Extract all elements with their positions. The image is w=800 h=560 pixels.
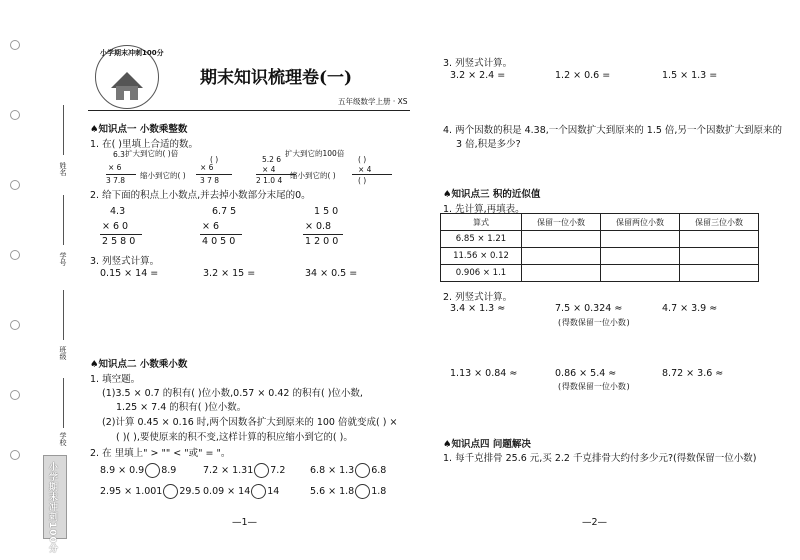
col3-rule	[303, 234, 343, 235]
kp3-q1: 1. 先计算,再填表。	[443, 204, 525, 215]
kp3-calc-2: 7.5 × 0.324 ≈	[555, 303, 623, 314]
col2-b: × 6	[202, 221, 220, 232]
frac1-arrow-bottom: 缩小到它的( )	[140, 171, 186, 180]
kp1-calc-1: 0.15 × 14 =	[100, 268, 159, 279]
frac1-bottom: 3 7.8	[106, 176, 126, 185]
kp3-calc-1: 3.4 × 1.3 ≈	[450, 303, 506, 314]
table-header: 算式	[441, 214, 522, 231]
col1-c: 2 5 8 0	[102, 236, 136, 247]
right-calc-3: 1.5 × 1.3 =	[662, 70, 718, 81]
frac2-top: 5.2 6	[262, 155, 282, 164]
compare-item: 5.6 × 1.8 1.8	[310, 486, 387, 497]
right-q4-line2: 3 倍,积是多少?	[456, 139, 521, 150]
kp1-q1: 1. 在( )里填上合适的数。	[90, 139, 199, 150]
kp1-calc-2: 3.2 × 15 =	[203, 268, 256, 279]
answer-circle[interactable]	[145, 463, 160, 478]
compare-item: 7.2 × 1.31 7.2	[203, 465, 286, 476]
kp3-note-2: (得数保留一位小数)	[557, 382, 631, 391]
id-label: 学号	[59, 252, 67, 266]
frac2-arrow-bottom: 缩小到它的( )	[290, 171, 336, 180]
col3-b: × 0.8	[305, 221, 332, 232]
kp1-q3: 3. 列竖式计算。	[90, 256, 160, 267]
frac2-right-top: ( )	[358, 155, 367, 164]
answer-cell[interactable]	[601, 265, 680, 282]
kp2-q1c: (2)计算 0.45 × 0.16 时,两个因数各扩大到原来的 100 倍就变成( ) ×	[102, 417, 398, 428]
frac2-mul: × 4	[262, 165, 276, 174]
answer-circle[interactable]	[254, 463, 269, 478]
right-calc-1: 3.2 × 2.4 =	[450, 70, 506, 81]
col3-a: 1 5 0	[314, 206, 339, 217]
answer-circle[interactable]	[163, 484, 178, 499]
approx-table	[440, 213, 759, 282]
frac1-right-top: ( )	[210, 155, 219, 164]
compare-item: 2.95 × 1.001 29.5	[100, 486, 201, 497]
answer-cell[interactable]	[680, 231, 759, 248]
frac2-rule-right	[352, 174, 392, 175]
table-header: 保留两位小数	[601, 214, 680, 231]
col2-rule	[200, 234, 242, 235]
frac1-right-mul: × 6	[200, 163, 214, 172]
kp3-calc-5: 0.86 × 5.4 ≈	[555, 368, 617, 379]
kp3-calc-6: 8.72 × 3.6 ≈	[662, 368, 724, 379]
col1-rule	[100, 234, 142, 235]
table-cell: 6.85 × 1.21	[441, 231, 522, 248]
answer-cell[interactable]	[680, 265, 759, 282]
header-rule	[88, 110, 410, 111]
frac1-top: 6.3	[113, 150, 125, 159]
frac1-arrow-top: 扩大到它的( )倍	[125, 149, 179, 158]
kp3-note-1: (得数保留一位小数)	[557, 318, 631, 327]
school-line	[63, 378, 64, 428]
col1-a: 4.3	[110, 206, 126, 217]
frac1-rule	[106, 174, 136, 175]
frac2-right-bottom: ( )	[358, 176, 367, 185]
page-number-1: —1—	[232, 517, 258, 528]
table-row	[441, 231, 759, 248]
answer-cell[interactable]	[601, 231, 680, 248]
answer-cell[interactable]	[522, 265, 601, 282]
frac2-arrow-top: 扩大到它的100倍	[285, 149, 345, 158]
col1-b: × 6 0	[102, 221, 129, 232]
table-header: 保留三位小数	[680, 214, 759, 231]
name-line	[63, 105, 64, 155]
kp1-q2: 2. 给下面的积点上小数点,并去掉小数部分末尾的0。	[90, 190, 311, 201]
kp2-q1b: 1.25 × 7.4 的积有( )位小数。	[116, 402, 247, 413]
kp3-title: ♠知识点三 积的近似值	[443, 189, 541, 200]
logo-text: 小学期末冲刺100分	[100, 49, 164, 57]
frac1-rule-right	[196, 174, 232, 175]
kp1-calc-3: 34 × 0.5 =	[305, 268, 358, 279]
school-label: 学校	[59, 432, 67, 446]
kp3-calc-3: 4.7 × 3.9 ≈	[662, 303, 718, 314]
kp3-calc-4: 1.13 × 0.84 ≈	[450, 368, 518, 379]
table-row	[441, 265, 759, 282]
kp2-q1: 1. 填空题。	[90, 374, 141, 385]
binding-margin	[0, 0, 48, 560]
answer-circle[interactable]	[355, 484, 370, 499]
class-line	[63, 290, 64, 340]
kp3-q2: 2. 列竖式计算。	[443, 292, 513, 303]
frac1-right-bottom: 3 7 8	[200, 176, 220, 185]
frac2-right-mul: × 4	[358, 165, 372, 174]
page-title: 期末知识梳理卷(一)	[200, 68, 353, 88]
right-calc-2: 1.2 × 0.6 =	[555, 70, 611, 81]
kp2-q1a: (1)3.5 × 0.7 的积有( )位小数,0.57 × 0.42 的积有( )位小数,	[102, 388, 363, 399]
class-label: 班级	[59, 346, 67, 360]
table-cell: 0.906 × 1.1	[441, 265, 522, 282]
right-q4-line1: 4. 两个因数的积是 4.38,一个因数扩大到原来的 1.5 倍,另一个因数扩大到原来的	[443, 125, 782, 136]
col2-c: 4 0 5 0	[202, 236, 236, 247]
answer-circle[interactable]	[251, 484, 266, 499]
kp2-q1d: ( )( ),要使原来的积不变,这样计算的积应缩小到它的( )。	[116, 432, 353, 443]
right-q3: 3. 列竖式计算。	[443, 58, 513, 69]
compare-item: 6.8 × 1.3 6.8	[310, 465, 387, 476]
frac2-bottom: 2 1.0 4	[256, 176, 283, 185]
col3-c: 1 2 0 0	[305, 236, 339, 247]
subtitle: 五年级数学上册 · XS	[338, 97, 408, 106]
table-header: 保留一位小数	[522, 214, 601, 231]
answer-cell[interactable]	[522, 231, 601, 248]
kp4-title: ♠知识点四 问题解决	[443, 439, 531, 450]
kp4-q1: 1. 每千克排骨 25.6 元,买 2.2 千克排骨大约付多少元?(得数保留一位小数)	[443, 453, 757, 464]
kp1-title: ♠知识点一 小数乘整数	[90, 124, 188, 135]
page-number-2: —2—	[582, 517, 608, 528]
compare-item: 8.9 × 0.9 8.9	[100, 465, 177, 476]
answer-circle[interactable]	[355, 463, 370, 478]
id-line	[63, 195, 64, 245]
answer-cell[interactable]	[522, 248, 601, 265]
table-cell: 11.56 × 0.12	[441, 248, 522, 265]
frac1-mul: × 6	[108, 163, 122, 172]
table-row	[441, 248, 759, 265]
answer-cell[interactable]	[601, 248, 680, 265]
col2-a: 6.7 5	[212, 206, 237, 217]
brand-text: 小学期末冲刺100分	[47, 462, 57, 554]
kp2-title: ♠知识点二 小数乘小数	[90, 359, 188, 370]
compare-item: 0.09 × 14 14	[203, 486, 280, 497]
answer-cell[interactable]	[680, 248, 759, 265]
name-label: 姓名	[59, 162, 67, 176]
kp2-q2: 2. 在 里填上" > "" < "或" = "。	[90, 448, 231, 459]
